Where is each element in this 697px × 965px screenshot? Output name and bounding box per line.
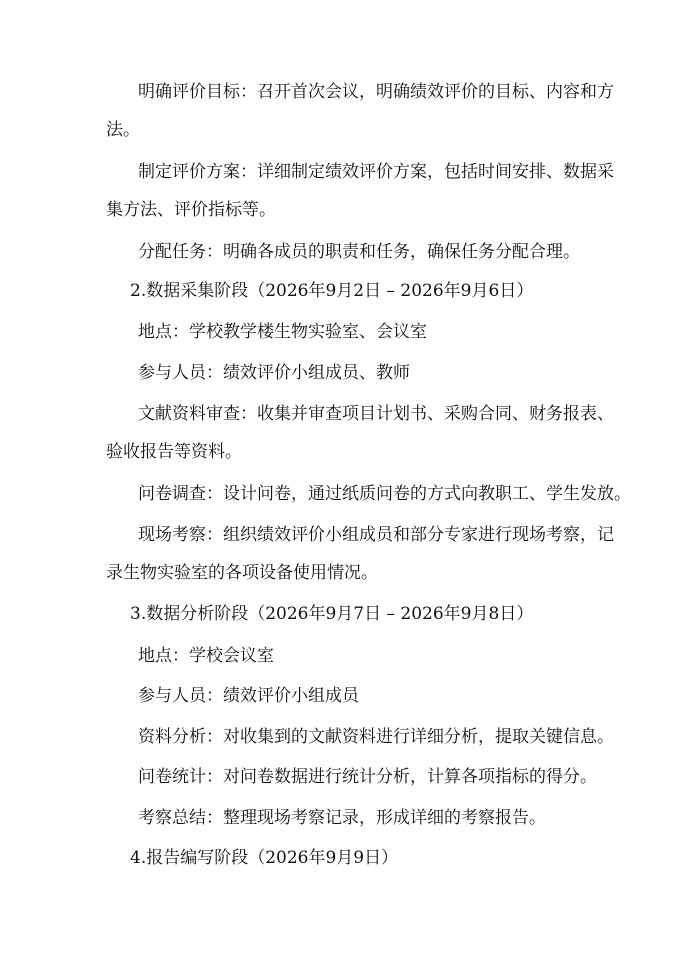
paragraph-line: 地点：学校教学楼生物实验室、会议室 xyxy=(138,322,427,342)
paragraph-line: 参与人员：绩效评价小组成员 xyxy=(138,686,359,706)
section-heading: 3.数据分析阶段（2026年9月7日 – 2026年9月8日） xyxy=(130,604,534,624)
paragraph-line: 制定评价方案：详细制定绩效评价方案，包括时间安排、数据采 xyxy=(138,162,614,182)
section-heading: 2.数据采集阶段（2026年9月2日 – 2026年9月6日） xyxy=(130,281,534,301)
paragraph-line: 现场考察：组织绩效评价小组成员和部分专家进行现场考察，记 xyxy=(138,525,614,545)
paragraph-line: 文献资料审查：收集并审查项目计划书、采购合同、财务报表、 xyxy=(138,404,614,424)
paragraph-line: 参与人员：绩效评价小组成员、教师 xyxy=(138,363,410,383)
paragraph-line: 资料分析：对收集到的文献资料进行详细分析，提取关键信息。 xyxy=(138,727,614,747)
paragraph-line: 录生物实验室的各项设备使用情况。 xyxy=(106,563,378,583)
paragraph-line: 验收报告等资料。 xyxy=(106,442,242,462)
paragraph-line: 地点：学校会议室 xyxy=(138,646,274,666)
section-heading: 4.报告编写阶段（2026年9月9日） xyxy=(130,848,399,868)
paragraph-line: 考察总结：整理现场考察记录，形成详细的考察报告。 xyxy=(138,808,546,828)
paragraph-line: 法。 xyxy=(106,120,140,140)
paragraph-line: 集方法、评价指标等。 xyxy=(106,200,276,220)
paragraph-line: 明确评价目标：召开首次会议，明确绩效评价的目标、内容和方 xyxy=(138,82,614,102)
paragraph-line: 分配任务：明确各成员的职责和任务，确保任务分配合理。 xyxy=(138,242,580,262)
paragraph-line: 问卷统计：对问卷数据进行统计分析，计算各项指标的得分。 xyxy=(138,767,597,787)
paragraph-line: 问卷调查：设计问卷，通过纸质问卷的方式向教职工、学生发放。 xyxy=(138,484,631,504)
